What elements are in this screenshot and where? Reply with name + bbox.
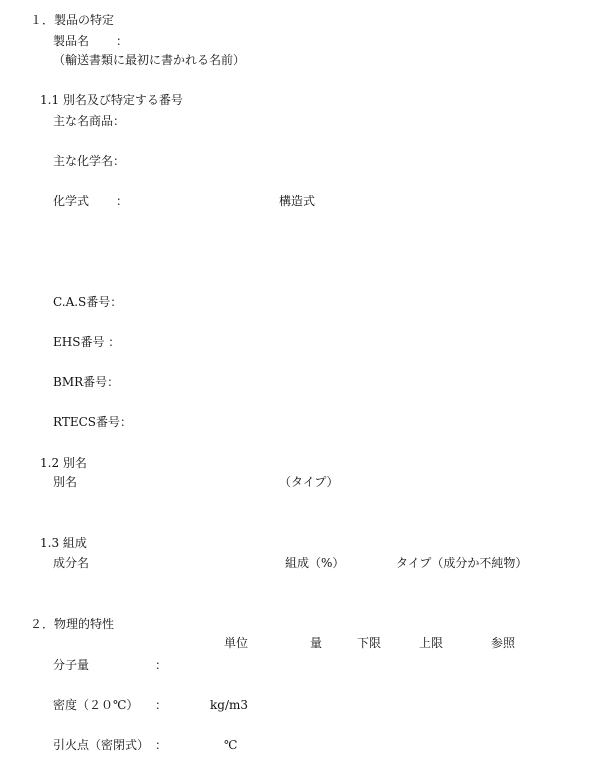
section2-title: ２．物理的特性: [30, 617, 115, 631]
property-colon-density: ：: [155, 698, 168, 712]
property-label-density: 密度（２０℃）: [53, 698, 139, 712]
product-name-note: （輸送書類に最初に書かれる名前）: [53, 53, 246, 67]
product-name-label: 製品名: [53, 34, 90, 48]
chemical-formula-colon: ：: [116, 194, 129, 208]
cas-number-label: C.A.S番号：: [53, 295, 123, 309]
component-type-label: タイプ（成分か不純物）: [396, 556, 528, 570]
alias-label: 別名: [53, 475, 78, 489]
section1-2-title: 1.2 別名: [40, 456, 87, 470]
property-label-flash-point: 引火点（密閉式）: [53, 738, 150, 752]
structural-formula-label: 構造式: [279, 194, 316, 208]
ehs-number-label: EHS番号 ：: [53, 335, 121, 349]
product-name-colon: ：: [116, 34, 129, 48]
main-trade-name-label: 主な名商品：: [53, 114, 126, 128]
section1-3-title: 1.3 組成: [40, 536, 87, 550]
property-unit-density: kg/m3: [210, 698, 249, 712]
chemical-formula-label: 化学式: [53, 194, 90, 208]
header-unit: 単位: [224, 636, 249, 650]
composition-percent-label: 組成（%）: [285, 556, 345, 570]
bmr-number-label: BMR番号：: [53, 375, 120, 389]
alias-type-label: （タイプ）: [279, 475, 339, 489]
section1-1-title: 1.1 別名及び特定する番号: [40, 93, 183, 107]
header-upper-limit: 上限: [419, 636, 444, 650]
property-colon-molecular-weight: ：: [155, 658, 168, 672]
header-reference: 参照: [491, 636, 516, 650]
header-amount: 量: [310, 636, 323, 650]
property-colon-flash-point: ：: [155, 738, 168, 752]
header-lower-limit: 下限: [357, 636, 382, 650]
component-name-label: 成分名: [53, 556, 90, 570]
main-chemical-name-label: 主な化学名：: [53, 154, 126, 168]
property-label-molecular-weight: 分子量: [53, 658, 90, 672]
rtecs-number-label: RTECS番号：: [53, 415, 132, 429]
property-unit-flash-point: ℃: [224, 738, 238, 752]
section1-title: １．製品の特定: [30, 13, 115, 27]
